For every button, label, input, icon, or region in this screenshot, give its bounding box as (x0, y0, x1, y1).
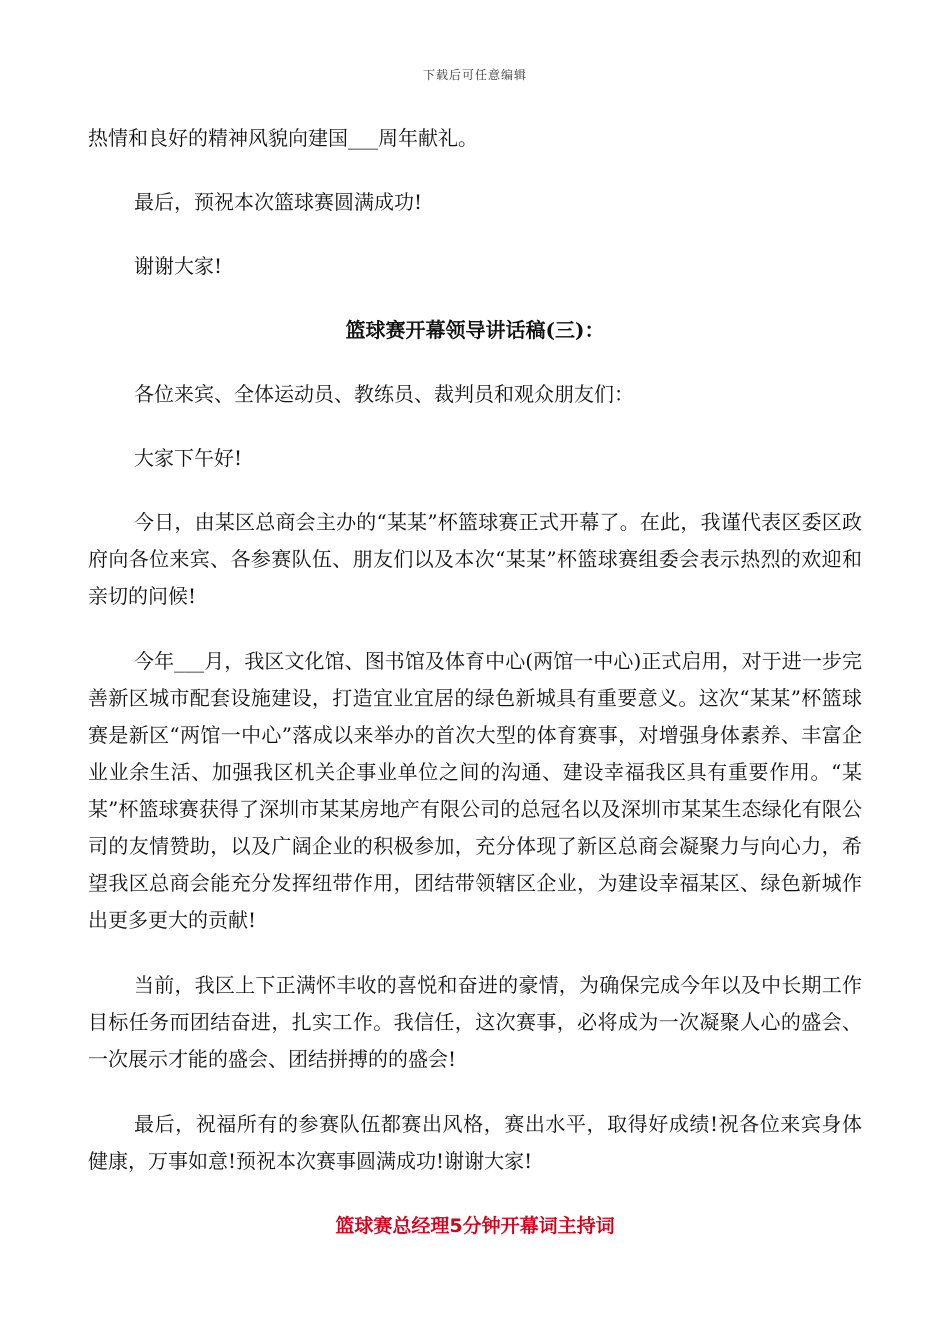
text-line: 谢谢大家! (134, 254, 223, 278)
page-header-note: 下载后可任意编辑 (422, 68, 527, 82)
paragraph: 最后，祝福所有的参赛队伍都赛出风格，赛出水平，取得好成绩!祝各位来宾身体健康，万事如意!预祝本次赛事圆满成功!谢谢大家! (88, 1112, 862, 1173)
section-heading: 篮球赛开幕领导讲话稿(三)： (345, 318, 605, 342)
document-body (88, 120, 862, 1244)
paragraph: 当前，我区上下正满怀丰收的喜悦和奋进的豪情，为确保完成今年以及中长期工作目标任务而团结奋进，扎实工作。我信任，这次赛事，必将成为一次凝聚人心的盛会、一次展示才能的盛会、团结拼搏的的盛会! (88, 973, 862, 1071)
text-line: 最后，预祝本次篮球赛圆满成功! (134, 190, 423, 214)
text-line: 大家下午好! (134, 446, 243, 470)
paragraph: 今日，由某区总商会主办的“某某”杯篮球赛正式开幕了。在此，我谨代表区委区政府向各位来宾、各参赛队伍、朋友们以及本次“某某”杯篮球赛组委会表示热烈的欢迎和亲切的问候! (88, 510, 862, 608)
greeting-line: 各位来宾、全体运动员、教练员、裁判员和观众朋友们： (134, 382, 634, 406)
text-line: 热情和良好的精神风貌向建国___周年献礼。 (88, 126, 478, 150)
paragraph: 今年___月，我区文化馆、图书馆及体育中心(两馆一中心)正式启用，对于进一步完善新区城市配套设施建设，打造宜业宜居的绿色新城具有重要意义。这次“某某”杯篮球赛是新区“两馆一中心”落成以来举办的首次大型的体育赛事，对增强身体素养、丰富企业业余生活、加强我区机关企事业单位之间的沟通、建设幸福我区具有重要作用。“某某”杯篮球赛获得了深圳市某某房地产有限公司的总冠名以及深圳市某某生态绿化有限公司的友情赞助，以及广阔企业的积极参加，充分体现了新区总商会凝聚力与向心力，希望我区总商会能充分发挥纽带作用，团结带领辖区企业，为建设幸福某区、绿色新城作出更多更大的贡献! (88, 649, 862, 932)
next-section-heading: 篮球赛总经理5分钟开幕词主持词 (335, 1215, 615, 1237)
